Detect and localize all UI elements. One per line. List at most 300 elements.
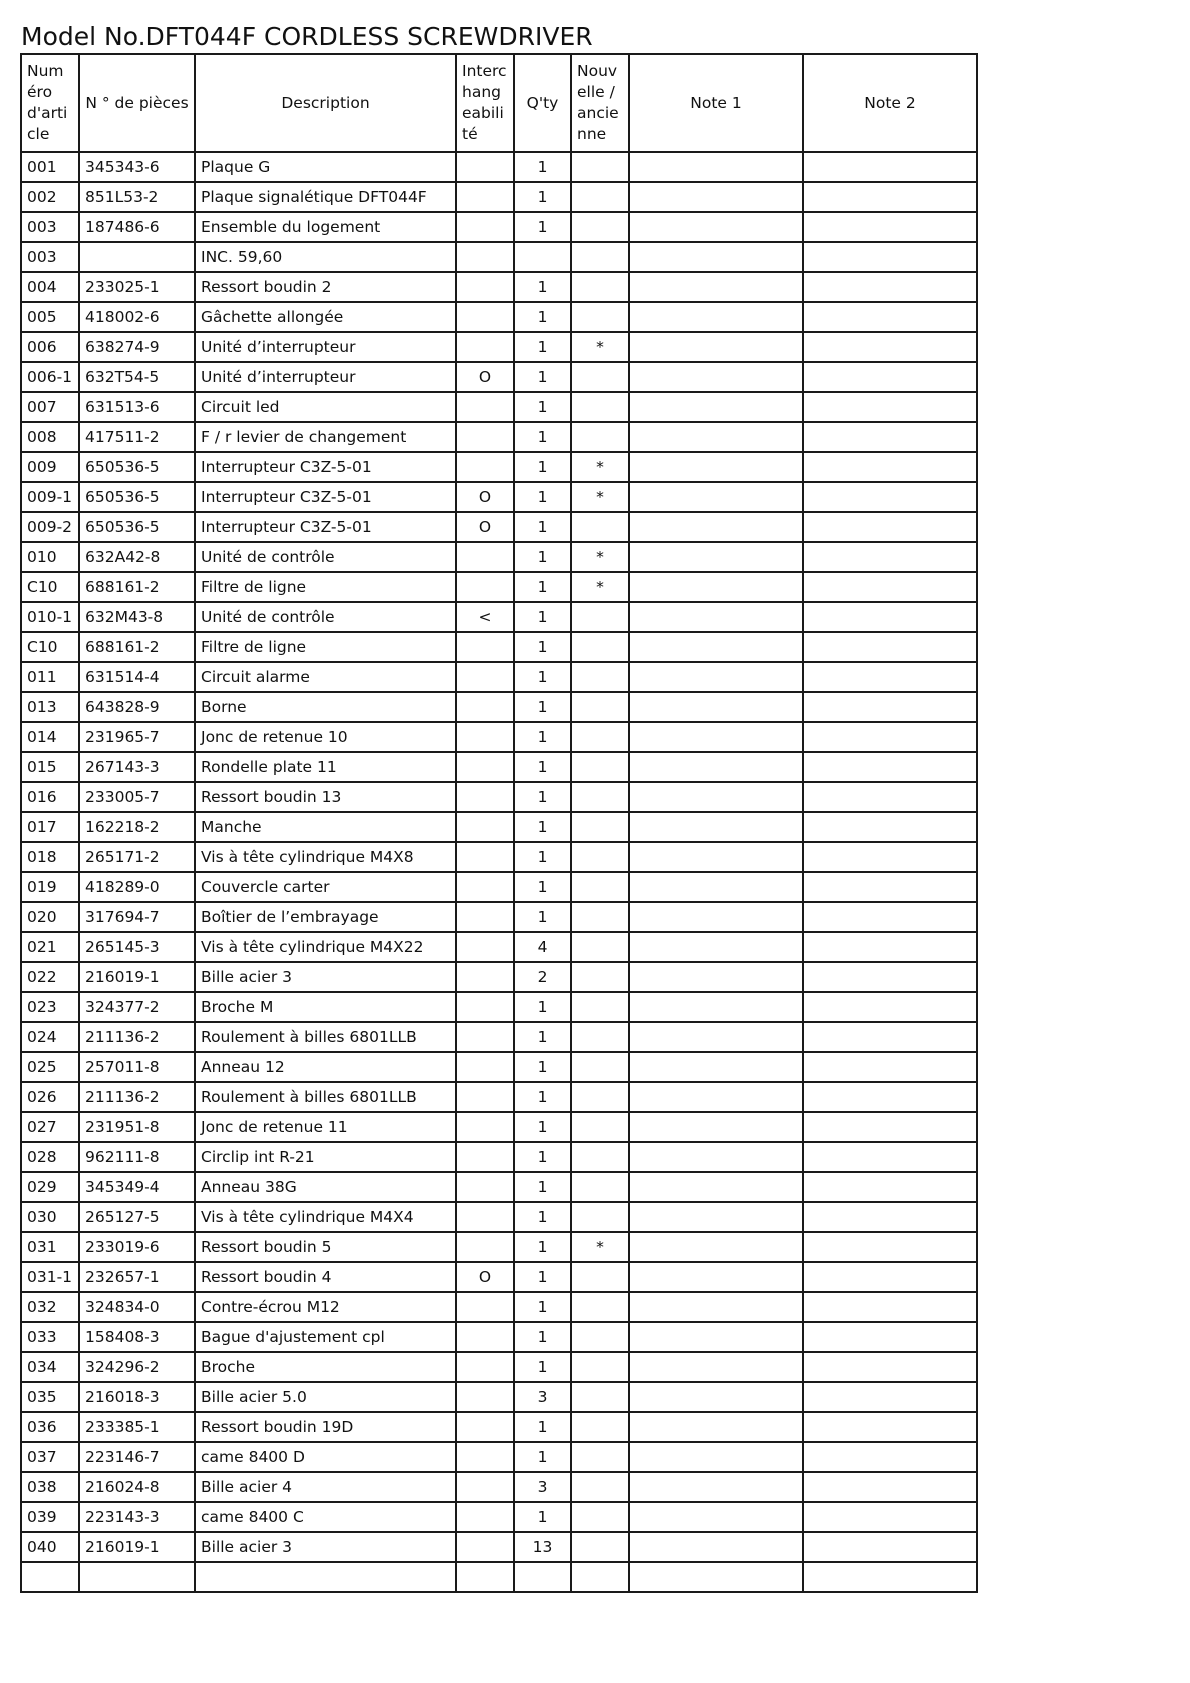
cell-item-no: 031-1 [21, 1262, 79, 1292]
cell-qty: 1 [514, 812, 571, 842]
cell-item-no: 010-1 [21, 602, 79, 632]
cell-qty: 4 [514, 932, 571, 962]
cell-item-no: 009-2 [21, 512, 79, 542]
cell-note2 [803, 992, 977, 1022]
cell-note2 [803, 1322, 977, 1352]
cell-description: INC. 59,60 [195, 242, 456, 272]
cell-description: Unité d’interrupteur [195, 362, 456, 392]
table-row [21, 962, 977, 992]
cell-part-no: 233385-1 [79, 1412, 195, 1442]
table-row [21, 1562, 977, 1592]
cell-interchangeability [456, 302, 514, 332]
table-row [21, 1322, 977, 1352]
cell-new-old [571, 692, 629, 722]
cell-new-old [571, 1532, 629, 1562]
table-row [21, 782, 977, 812]
cell-note2 [803, 1562, 977, 1592]
cell-part-no: 688161-2 [79, 572, 195, 602]
cell-part-no: 265127-5 [79, 1202, 195, 1232]
cell-note2 [803, 1502, 977, 1532]
cell-interchangeability [456, 182, 514, 212]
cell-item-no: 025 [21, 1052, 79, 1082]
cell-interchangeability [456, 1382, 514, 1412]
cell-interchangeability [456, 542, 514, 572]
cell-description: Unité de contrôle [195, 542, 456, 572]
cell-note1 [629, 392, 803, 422]
cell-interchangeability [456, 812, 514, 842]
cell-description: Bille acier 3 [195, 962, 456, 992]
cell-new-old [571, 182, 629, 212]
cell-new-old [571, 902, 629, 932]
cell-interchangeability [456, 572, 514, 602]
cell-new-old [571, 1382, 629, 1412]
cell-item-no: 004 [21, 272, 79, 302]
cell-note2 [803, 722, 977, 752]
cell-new-old [571, 272, 629, 302]
cell-description: Plaque signalétique DFT044F [195, 182, 456, 212]
cell-qty: 1 [514, 632, 571, 662]
cell-part-no: 631514-4 [79, 662, 195, 692]
cell-item-no: 011 [21, 662, 79, 692]
cell-part-no: 417511-2 [79, 422, 195, 452]
cell-note2 [803, 842, 977, 872]
cell-note2 [803, 482, 977, 512]
cell-note2 [803, 962, 977, 992]
cell-note1 [629, 752, 803, 782]
cell-note2 [803, 1442, 977, 1472]
cell-new-old [571, 1562, 629, 1592]
col-header-part-no: N ° de pièces [79, 54, 195, 152]
table-row [21, 1172, 977, 1202]
cell-note1 [629, 272, 803, 302]
cell-item-no: 013 [21, 692, 79, 722]
cell-item-no: 030 [21, 1202, 79, 1232]
cell-note1 [629, 1502, 803, 1532]
table-row [21, 602, 977, 632]
cell-item-no: 035 [21, 1382, 79, 1412]
cell-item-no: 014 [21, 722, 79, 752]
table-row [21, 362, 977, 392]
cell-new-old [571, 212, 629, 242]
cell-qty: 1 [514, 1352, 571, 1382]
col-header-item-no: Numéro d'article [21, 54, 79, 152]
col-header-new-old: Nouvelle / ancienne [571, 54, 629, 152]
cell-new-old [571, 422, 629, 452]
cell-interchangeability [456, 1322, 514, 1352]
cell-qty: 3 [514, 1472, 571, 1502]
cell-new-old [571, 1202, 629, 1232]
cell-qty: 1 [514, 482, 571, 512]
table-row [21, 182, 977, 212]
cell-note1 [629, 362, 803, 392]
cell-interchangeability [456, 1112, 514, 1142]
cell-part-no: 265171-2 [79, 842, 195, 872]
cell-note2 [803, 812, 977, 842]
cell-part-no: 418002-6 [79, 302, 195, 332]
cell-part-no: 216018-3 [79, 1382, 195, 1412]
table-row [21, 1442, 977, 1472]
cell-qty: 1 [514, 992, 571, 1022]
cell-description: F / r levier de changement [195, 422, 456, 452]
cell-note2 [803, 932, 977, 962]
cell-note1 [629, 332, 803, 362]
table-row [21, 1082, 977, 1112]
cell-part-no: 324377-2 [79, 992, 195, 1022]
cell-interchangeability [456, 1502, 514, 1532]
cell-description: Vis à tête cylindrique M4X8 [195, 842, 456, 872]
cell-note2 [803, 152, 977, 182]
table-row [21, 1502, 977, 1532]
cell-item-no [21, 1562, 79, 1592]
cell-interchangeability [456, 722, 514, 752]
cell-qty: 1 [514, 1292, 571, 1322]
cell-interchangeability [456, 1562, 514, 1592]
cell-note1 [629, 1022, 803, 1052]
cell-interchangeability [456, 752, 514, 782]
cell-item-no: 040 [21, 1532, 79, 1562]
cell-interchangeability [456, 1472, 514, 1502]
cell-part-no: 257011-8 [79, 1052, 195, 1082]
table-row [21, 302, 977, 332]
cell-note2 [803, 1172, 977, 1202]
cell-note2 [803, 1022, 977, 1052]
table-row [21, 1262, 977, 1292]
cell-note2 [803, 662, 977, 692]
cell-part-no: 962111-8 [79, 1142, 195, 1172]
cell-item-no: 006 [21, 332, 79, 362]
cell-item-no: 038 [21, 1472, 79, 1502]
cell-note1 [629, 812, 803, 842]
cell-qty: 1 [514, 1052, 571, 1082]
cell-item-no: 009 [21, 452, 79, 482]
cell-note1 [629, 932, 803, 962]
table-row [21, 1352, 977, 1382]
table-row [21, 212, 977, 242]
cell-new-old [571, 1412, 629, 1442]
cell-part-no: 631513-6 [79, 392, 195, 422]
cell-interchangeability [456, 932, 514, 962]
cell-interchangeability [456, 1442, 514, 1472]
table-row [21, 812, 977, 842]
cell-part-no: 233025-1 [79, 272, 195, 302]
cell-qty: 1 [514, 842, 571, 872]
cell-qty: 1 [514, 1202, 571, 1232]
cell-note2 [803, 1082, 977, 1112]
cell-note2 [803, 1052, 977, 1082]
cell-part-no: 632A42-8 [79, 542, 195, 572]
cell-qty: 1 [514, 1412, 571, 1442]
cell-note1 [629, 1562, 803, 1592]
cell-part-no: 211136-2 [79, 1082, 195, 1112]
cell-qty: 1 [514, 1322, 571, 1352]
table-row [21, 752, 977, 782]
cell-interchangeability [456, 392, 514, 422]
cell-description: Gâchette allongée [195, 302, 456, 332]
cell-note2 [803, 332, 977, 362]
cell-note1 [629, 212, 803, 242]
cell-qty: 1 [514, 182, 571, 212]
cell-item-no: C10 [21, 632, 79, 662]
cell-new-old [571, 512, 629, 542]
cell-new-old [571, 1052, 629, 1082]
cell-item-no: 007 [21, 392, 79, 422]
cell-part-no: 158408-3 [79, 1322, 195, 1352]
table-row [21, 842, 977, 872]
cell-qty: 1 [514, 422, 571, 452]
cell-new-old [571, 662, 629, 692]
cell-qty: 1 [514, 872, 571, 902]
cell-new-old: * [571, 542, 629, 572]
cell-note1 [629, 1292, 803, 1322]
cell-qty: 1 [514, 1082, 571, 1112]
cell-item-no: 028 [21, 1142, 79, 1172]
cell-interchangeability [456, 242, 514, 272]
cell-interchangeability [456, 692, 514, 722]
cell-note2 [803, 632, 977, 662]
cell-interchangeability [456, 1412, 514, 1442]
table-row [21, 422, 977, 452]
cell-note2 [803, 1142, 977, 1172]
cell-note1 [629, 1142, 803, 1172]
cell-new-old [571, 1322, 629, 1352]
cell-item-no: 026 [21, 1082, 79, 1112]
cell-interchangeability [456, 782, 514, 812]
cell-description: Ressort boudin 2 [195, 272, 456, 302]
cell-interchangeability [456, 1202, 514, 1232]
table-row [21, 662, 977, 692]
cell-note1 [629, 182, 803, 212]
cell-note2 [803, 752, 977, 782]
cell-part-no: 324296-2 [79, 1352, 195, 1382]
cell-new-old [571, 362, 629, 392]
cell-new-old [571, 1022, 629, 1052]
table-row [21, 632, 977, 662]
table-row [21, 542, 977, 572]
cell-description: came 8400 C [195, 1502, 456, 1532]
cell-new-old [571, 722, 629, 752]
cell-part-no: 216024-8 [79, 1472, 195, 1502]
cell-item-no: 039 [21, 1502, 79, 1532]
table-row [21, 932, 977, 962]
cell-description: Rondelle plate 11 [195, 752, 456, 782]
cell-qty: 1 [514, 392, 571, 422]
cell-qty [514, 1562, 571, 1592]
cell-item-no: 024 [21, 1022, 79, 1052]
cell-description: Bille acier 3 [195, 1532, 456, 1562]
cell-new-old: * [571, 482, 629, 512]
cell-description: Manche [195, 812, 456, 842]
cell-qty: 1 [514, 1442, 571, 1472]
table-row [21, 902, 977, 932]
cell-interchangeability [456, 1082, 514, 1112]
parts-table [20, 53, 978, 1593]
table-row [21, 482, 977, 512]
cell-new-old [571, 602, 629, 632]
cell-part-no: 267143-3 [79, 752, 195, 782]
cell-note1 [629, 992, 803, 1022]
cell-note2 [803, 1262, 977, 1292]
cell-note1 [629, 1052, 803, 1082]
cell-note1 [629, 1442, 803, 1472]
cell-part-no: 632T54-5 [79, 362, 195, 392]
cell-description: Anneau 38G [195, 1172, 456, 1202]
cell-qty: 1 [514, 1142, 571, 1172]
cell-note2 [803, 422, 977, 452]
cell-new-old [571, 1502, 629, 1532]
cell-qty: 1 [514, 272, 571, 302]
cell-part-no: 233005-7 [79, 782, 195, 812]
cell-part-no: 223143-3 [79, 1502, 195, 1532]
table-row [21, 1292, 977, 1322]
cell-new-old [571, 392, 629, 422]
cell-item-no: 008 [21, 422, 79, 452]
cell-description: Boîtier de l’embrayage [195, 902, 456, 932]
table-row [21, 572, 977, 602]
cell-qty: 1 [514, 1502, 571, 1532]
cell-note2 [803, 392, 977, 422]
cell-description: Jonc de retenue 11 [195, 1112, 456, 1142]
cell-note2 [803, 1202, 977, 1232]
cell-interchangeability: O [456, 362, 514, 392]
cell-qty: 1 [514, 362, 571, 392]
cell-part-no: 851L53-2 [79, 182, 195, 212]
cell-description: Filtre de ligne [195, 572, 456, 602]
cell-note2 [803, 302, 977, 332]
cell-note1 [629, 1082, 803, 1112]
cell-qty: 2 [514, 962, 571, 992]
cell-description: Broche M [195, 992, 456, 1022]
cell-interchangeability [456, 452, 514, 482]
cell-item-no: 010 [21, 542, 79, 572]
cell-item-no: 019 [21, 872, 79, 902]
cell-note2 [803, 902, 977, 932]
cell-part-no: 223146-7 [79, 1442, 195, 1472]
cell-qty: 1 [514, 332, 571, 362]
cell-new-old [571, 752, 629, 782]
cell-interchangeability [456, 1292, 514, 1322]
cell-new-old [571, 1082, 629, 1112]
cell-part-no: 688161-2 [79, 632, 195, 662]
table-row [21, 1232, 977, 1262]
cell-qty: 1 [514, 752, 571, 782]
cell-part-no: 216019-1 [79, 962, 195, 992]
cell-qty: 1 [514, 302, 571, 332]
cell-part-no: 187486-6 [79, 212, 195, 242]
cell-description: Interrupteur C3Z-5-01 [195, 482, 456, 512]
cell-note2 [803, 452, 977, 482]
cell-interchangeability: O [456, 512, 514, 542]
cell-note2 [803, 512, 977, 542]
cell-new-old [571, 1172, 629, 1202]
cell-note2 [803, 1472, 977, 1502]
cell-item-no: 034 [21, 1352, 79, 1382]
cell-description: Borne [195, 692, 456, 722]
cell-note2 [803, 1382, 977, 1412]
cell-description: Ressort boudin 4 [195, 1262, 456, 1292]
cell-qty: 1 [514, 1112, 571, 1142]
cell-qty: 1 [514, 902, 571, 932]
cell-description: Bague d'ajustement cpl [195, 1322, 456, 1352]
cell-interchangeability: O [456, 482, 514, 512]
table-row [21, 1412, 977, 1442]
cell-item-no: 033 [21, 1322, 79, 1352]
cell-description: Ressort boudin 5 [195, 1232, 456, 1262]
cell-qty: 1 [514, 152, 571, 182]
cell-note1 [629, 572, 803, 602]
cell-note1 [629, 1172, 803, 1202]
cell-description: Couvercle carter [195, 872, 456, 902]
cell-note1 [629, 632, 803, 662]
cell-part-no: 231965-7 [79, 722, 195, 752]
cell-item-no: 006-1 [21, 362, 79, 392]
cell-note1 [629, 1352, 803, 1382]
cell-part-no: 638274-9 [79, 332, 195, 362]
cell-interchangeability [456, 1352, 514, 1382]
cell-interchangeability [456, 212, 514, 242]
cell-interchangeability [456, 332, 514, 362]
table-row [21, 872, 977, 902]
table-row [21, 512, 977, 542]
cell-item-no: 003 [21, 242, 79, 272]
cell-note1 [629, 842, 803, 872]
table-row [21, 332, 977, 362]
cell-note1 [629, 602, 803, 632]
cell-new-old: * [571, 1232, 629, 1262]
cell-description: Vis à tête cylindrique M4X22 [195, 932, 456, 962]
cell-qty [514, 242, 571, 272]
cell-description: Interrupteur C3Z-5-01 [195, 512, 456, 542]
cell-interchangeability [456, 872, 514, 902]
cell-note2 [803, 212, 977, 242]
cell-note1 [629, 1382, 803, 1412]
cell-item-no: 003 [21, 212, 79, 242]
page-title: Model No.DFT044F CORDLESS SCREWDRIVER [21, 22, 593, 51]
cell-note2 [803, 1412, 977, 1442]
cell-qty: 1 [514, 1172, 571, 1202]
table-row [21, 1382, 977, 1412]
cell-new-old [571, 632, 629, 662]
cell-part-no [79, 242, 195, 272]
cell-note2 [803, 872, 977, 902]
cell-new-old [571, 1292, 629, 1322]
cell-item-no: 017 [21, 812, 79, 842]
cell-part-no: 650536-5 [79, 452, 195, 482]
cell-note1 [629, 422, 803, 452]
cell-note2 [803, 242, 977, 272]
cell-note1 [629, 152, 803, 182]
cell-description: Interrupteur C3Z-5-01 [195, 452, 456, 482]
col-header-note2: Note 2 [803, 54, 977, 152]
cell-item-no: 037 [21, 1442, 79, 1472]
cell-new-old [571, 1442, 629, 1472]
cell-item-no: 015 [21, 752, 79, 782]
cell-new-old [571, 1142, 629, 1172]
cell-new-old: * [571, 452, 629, 482]
cell-part-no: 232657-1 [79, 1262, 195, 1292]
table-row [21, 1142, 977, 1172]
cell-interchangeability [456, 842, 514, 872]
cell-description: Circuit led [195, 392, 456, 422]
cell-note1 [629, 302, 803, 332]
col-header-description: Description [195, 54, 456, 152]
table-row [21, 272, 977, 302]
cell-note2 [803, 1352, 977, 1382]
cell-qty: 1 [514, 782, 571, 812]
cell-item-no: 002 [21, 182, 79, 212]
cell-qty: 3 [514, 1382, 571, 1412]
cell-item-no: 022 [21, 962, 79, 992]
cell-note1 [629, 962, 803, 992]
